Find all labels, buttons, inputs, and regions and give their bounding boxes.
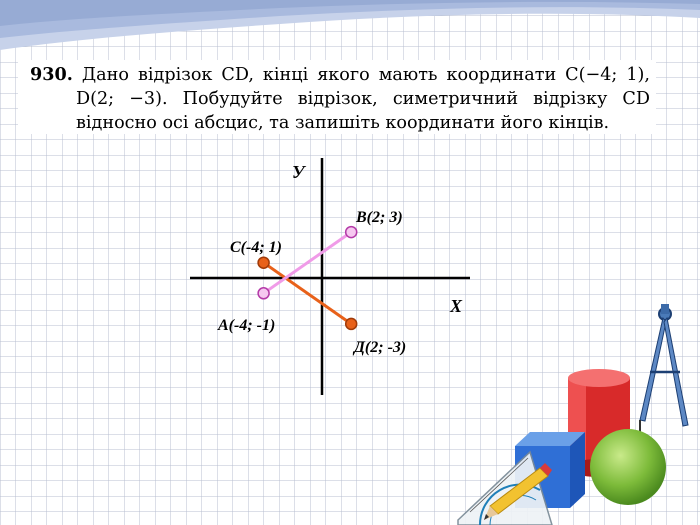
x-axis-label: X [450, 296, 463, 316]
compass-icon [640, 304, 688, 432]
point-label-c: C(-4; 1) [230, 239, 282, 256]
problem-line-2: D(2; −3). Побудуйте відрізок, симетричний відрізку CD [76, 89, 650, 109]
point-label-b: B(2; 3) [356, 209, 403, 226]
point-label-a: A(-4; -1) [218, 317, 276, 334]
problem-number: 930. [30, 64, 73, 85]
problem-line-1: 930. Дано відрізок CD, кінці якого мають координати C(−4; 1), [30, 64, 650, 85]
green-sphere [590, 429, 666, 505]
point-label-d: Д(2; -3) [354, 339, 407, 356]
y-axis-label: У [292, 162, 305, 182]
problem-line-3: відносно осі абсцис, та запишіть координати його кінців. [76, 113, 610, 133]
